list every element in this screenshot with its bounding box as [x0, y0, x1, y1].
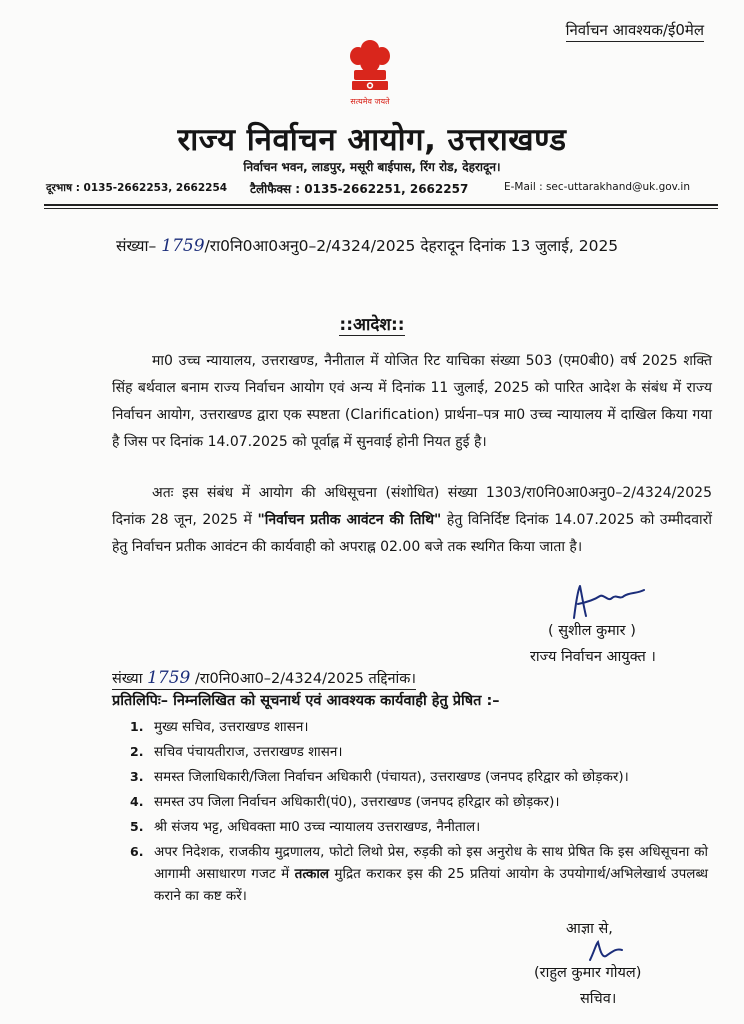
copy-ref-number: 1759 — [147, 668, 191, 688]
copy-ref-prefix: संख्या — [112, 671, 143, 687]
list-item-number: 3. — [130, 769, 144, 784]
list-item — [130, 841, 708, 907]
emblem-motto: सत्यमेव जयते — [350, 97, 390, 106]
copy-intro: प्रतिलिपिः– निम्नलिखित को सूचनार्थ एवं आवश्यक कार्यवाही हेतु प्रेषित :– — [112, 693, 500, 709]
by-order-text: आज्ञा से, — [566, 921, 613, 937]
list-item-text: श्री संजय भट्ट, अधिवक्ता मा0 उच्च न्यायालय उत्तराखण्ड, नैनीताल। — [154, 819, 481, 835]
para2-text-a: अतः इस संबंध में आयोग की अधिसूचना (संशोधित) संख्या 1303/रा0नि0आ0अनु0–2/4324/2025 दिनांक 28 जून, 2025 में — [112, 485, 712, 528]
list-item-number: 5. — [130, 819, 144, 834]
para2-text-b: हेतु विनिर्दिष्ट दिनांक 14.07.2025 को उम्मीदवारों हेतु निर्वाचन प्रतीक आवंटन की कार्यवाही को अपराह्न 02.00 बजे तक स्थगित किया जाता है। — [112, 512, 712, 555]
list-item — [130, 716, 708, 738]
list-item — [130, 816, 708, 838]
list-item-number: 6. — [130, 844, 144, 859]
header-rule-thin — [44, 208, 718, 209]
order-heading-text: ::आदेश:: — [339, 315, 405, 335]
list-item — [130, 741, 708, 763]
state-emblem-icon — [332, 38, 408, 112]
list-item — [130, 766, 708, 788]
org-title: राज्य निर्वाचन आयोग, उत्तराखण्ड — [177, 122, 567, 158]
copy-reference-line — [112, 668, 416, 690]
list-item-text: समस्त उप जिला निर्वाचन अधिकारी(पं0), उत्तराखण्ड (जनपद हरिद्वार को छोड़कर)। — [154, 794, 560, 810]
signatory1-title: राज्य निर्वाचन आयुक्त । — [530, 649, 656, 665]
document-tag: निर्वाचन आवश्यक/ई0मेल — [566, 20, 704, 42]
reference-number: 1759 — [161, 236, 205, 256]
list-item-text: सचिव पंचायतीराज, उत्तराखण्ड शासन। — [154, 744, 343, 760]
list-item-number: 4. — [130, 794, 144, 809]
list-item-bold: तत्काल — [294, 866, 329, 882]
list-item-number: 2. — [130, 744, 144, 759]
copy-ref-text: /रा0नि0आ0–2/4324/2025 तद्दिनांक। — [194, 671, 416, 687]
para2-bold-phrase: "निर्वाचन प्रतीक आवंटन की तिथि" — [257, 512, 442, 528]
list-item-text: समस्त जिलाधिकारी/जिला निर्वाचन अधिकारी (पंचायत), उत्तराखण्ड (जनपद हरिद्वार को छोड़कर)। — [154, 769, 629, 785]
list-item-text-a: अपर निदेशक, राजकीय मुद्रणालय, फोटो लिथो प्रेस, रुड़की को इस अनुरोध के साथ प्रेषित कि इस अधिसूचना को आगामी असाधारण गजट में — [154, 844, 708, 882]
list-item-number: 1. — [130, 719, 144, 734]
reference-text: /रा0नि0आ0अनु0–2/4324/2025 देहरादून दिनांक 13 जुलाई, 2025 — [204, 237, 619, 255]
org-address: निर्वाचन भवन, लाडपुर, मसूरी बाईपास, रिंग रोड, देहरादून। — [243, 160, 501, 174]
phone-numbers: दूरभाष : 0135-2662253, 2662254 — [46, 182, 228, 194]
body-paragraph-2 — [112, 480, 712, 561]
commissioner-signature — [560, 582, 650, 622]
order-heading — [0, 312, 744, 335]
list-item — [130, 791, 708, 813]
reference-prefix: संख्या– — [116, 237, 157, 255]
list-item-text: मुख्य सचिव, उत्तराखण्ड शासन। — [154, 719, 309, 735]
fax-numbers: टैलीफैक्स : 0135-2662251, 2662257 — [250, 182, 469, 196]
body-paragraph-1: मा0 उच्च न्यायालय, उत्तराखण्ड, नैनीताल में योजित रिट याचिका संख्या 503 (एम0बी0) वर्ष 2025 शक्ति सिंह बर्थवाल बनाम राज्य निर्वाचन आयोग एवं अन्य में दिनांक 11 जुलाई, 2025 को पारित आदेश के संबंध में राज्य निर्वाचन आयोग, उत्तराखण्ड द्वारा एक स्पष्टता (Clarification) प्रार्थना–पत्र मा0 उच्च न्यायालय में दाखिल किया गया है जिस पर दिनांक 14.07.2025 को पूर्वाह्न में सुनवाई होनी नियत हुई है। — [112, 353, 712, 450]
signatory2-name: (राहुल कुमार गोयल) — [534, 965, 642, 981]
email-address: E-Mail : sec-uttarakhand@uk.gov.in — [504, 181, 690, 193]
copy-recipients-list — [130, 716, 708, 910]
reference-line — [116, 234, 618, 256]
signatory2-title: सचिव। — [580, 991, 617, 1007]
signatory1-name: ( सुशील कुमार ) — [548, 623, 636, 639]
list-item-text-b: मुद्रित कराकर इस की 25 प्रतियां आयोग के उपयोगार्थ/अभिलेखार्थ उपलब्ध कराने का कष्ट करें। — [154, 866, 708, 904]
header-rule — [44, 204, 718, 206]
